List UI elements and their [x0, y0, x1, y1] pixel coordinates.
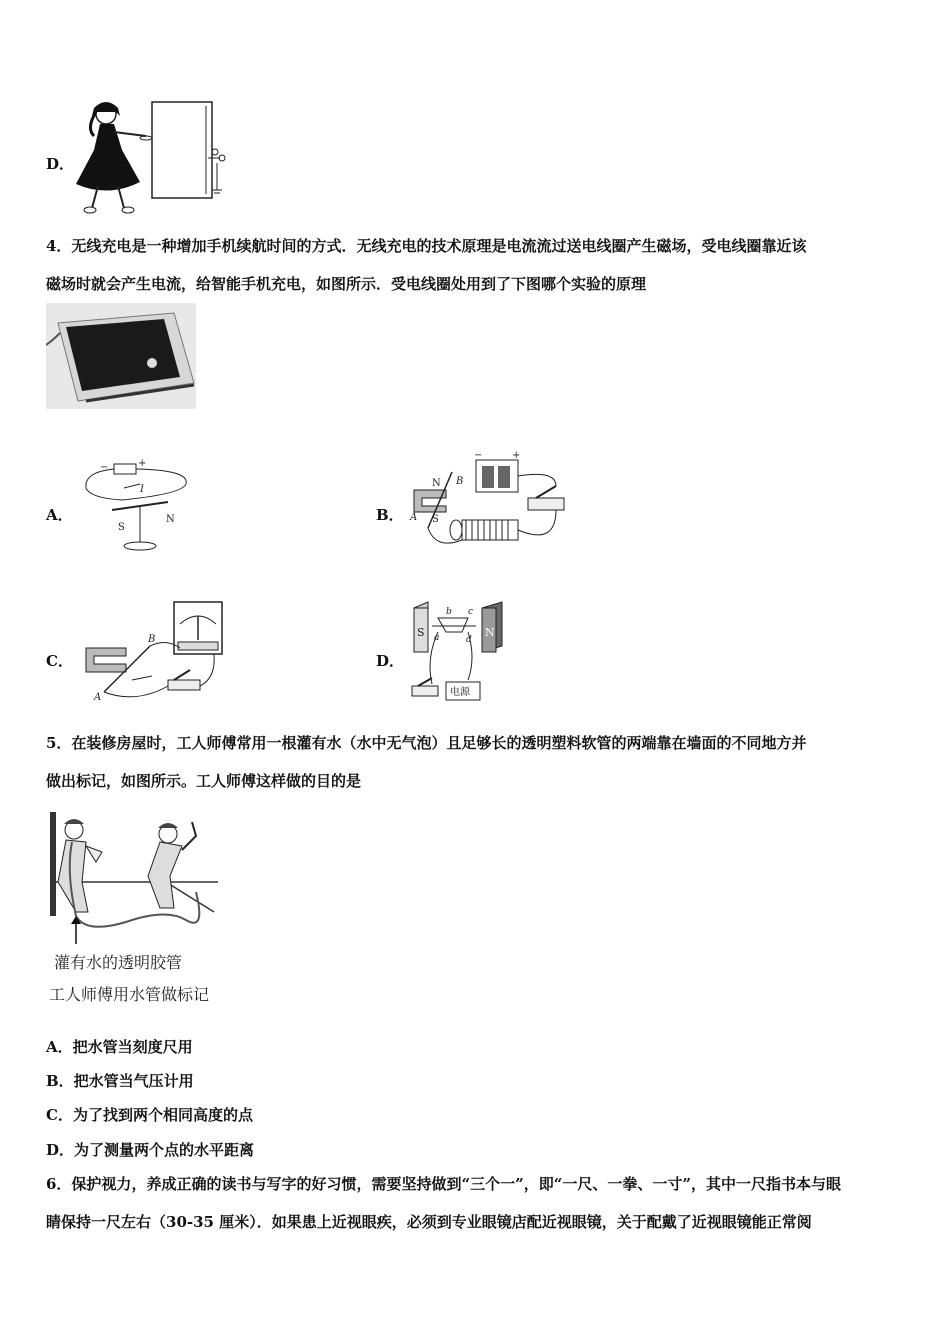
option-label: A．	[46, 506, 73, 524]
option-a: A．把水管当刻度尺用	[46, 1038, 193, 1056]
minus-sign: −	[100, 462, 109, 473]
power-source-label: 电源	[450, 687, 470, 698]
north-pole-label: N	[166, 514, 175, 525]
minus-sign: −	[474, 450, 483, 461]
figure-caption-workers: 工人师傅用水管做标记	[49, 985, 210, 1004]
question-6-line-2: 睛保持一尺左右（30-35 厘米）．如果患上近视眼疾，必须到专业眼镜店配近视眼镜，关于配戴了近视眼镜能正常阅	[46, 1213, 812, 1231]
generator-experiment-figure	[406, 450, 572, 554]
option-b: B．把水管当气压计用	[46, 1072, 194, 1090]
question-6-line-1: 6．保护视力，养成正确的读书与写字的好习惯，需要坚持做到“三个一”，即“一尺、一拳、一寸”，其中一尺指书本与眼	[46, 1175, 841, 1193]
south-pole-label: S	[417, 626, 425, 639]
point-b-label: B	[148, 634, 156, 645]
wireless-charger-figure	[46, 303, 196, 409]
south-pole-label: S	[432, 514, 439, 525]
motor-experiment-figure	[406, 598, 516, 706]
question-4-line-2: 磁场时就会产生电流，给智能手机充电，如图所示．受电线圈处用到了下图哪个实验的原理	[46, 275, 647, 293]
oersted-experiment-figure	[82, 458, 192, 558]
girl-refrigerator-figure	[72, 98, 242, 216]
north-pole-label: N	[432, 478, 441, 489]
workers-water-tube-figure	[46, 812, 218, 946]
point-a-label: a	[434, 633, 440, 643]
induction-galvanometer-figure	[76, 598, 228, 706]
option-label: D．	[46, 155, 75, 173]
figure-caption-tube: 灌有水的透明胶管	[54, 953, 183, 972]
south-pole-label: S	[118, 522, 125, 533]
point-b-label: B	[456, 476, 464, 487]
point-a-label: A	[410, 512, 418, 523]
point-b-label: b	[446, 607, 452, 617]
question-5-line-1: 5．在装修房屋时，工人师傅常用一根灌有水（水中无气泡）且足够长的透明塑料软管的两端靠在墙面的不同地方并	[46, 734, 807, 752]
question-5-line-2: 做出标记，如图所示。工人师傅这样做的目的是	[46, 772, 362, 790]
question-4-line-1: 4．无线充电是一种增加手机续航时间的方式．无线充电的技术原理是电流流过送电线圈产生磁场，受电线圈靠近该	[46, 237, 807, 255]
point-c-label: c	[468, 607, 474, 617]
north-pole-label: N	[485, 626, 495, 639]
option-d: D．为了测量两个点的水平距离	[46, 1141, 255, 1159]
point-d-label: d	[466, 635, 472, 645]
option-c: C．为了找到两个相同高度的点	[46, 1106, 253, 1124]
current-label: I	[140, 484, 144, 495]
plus-sign: +	[138, 458, 147, 469]
option-label: C．	[46, 652, 73, 670]
option-label: B．	[376, 506, 404, 524]
point-a-label: A	[94, 692, 102, 703]
option-label: D．	[376, 652, 405, 670]
plus-sign: +	[512, 450, 521, 461]
